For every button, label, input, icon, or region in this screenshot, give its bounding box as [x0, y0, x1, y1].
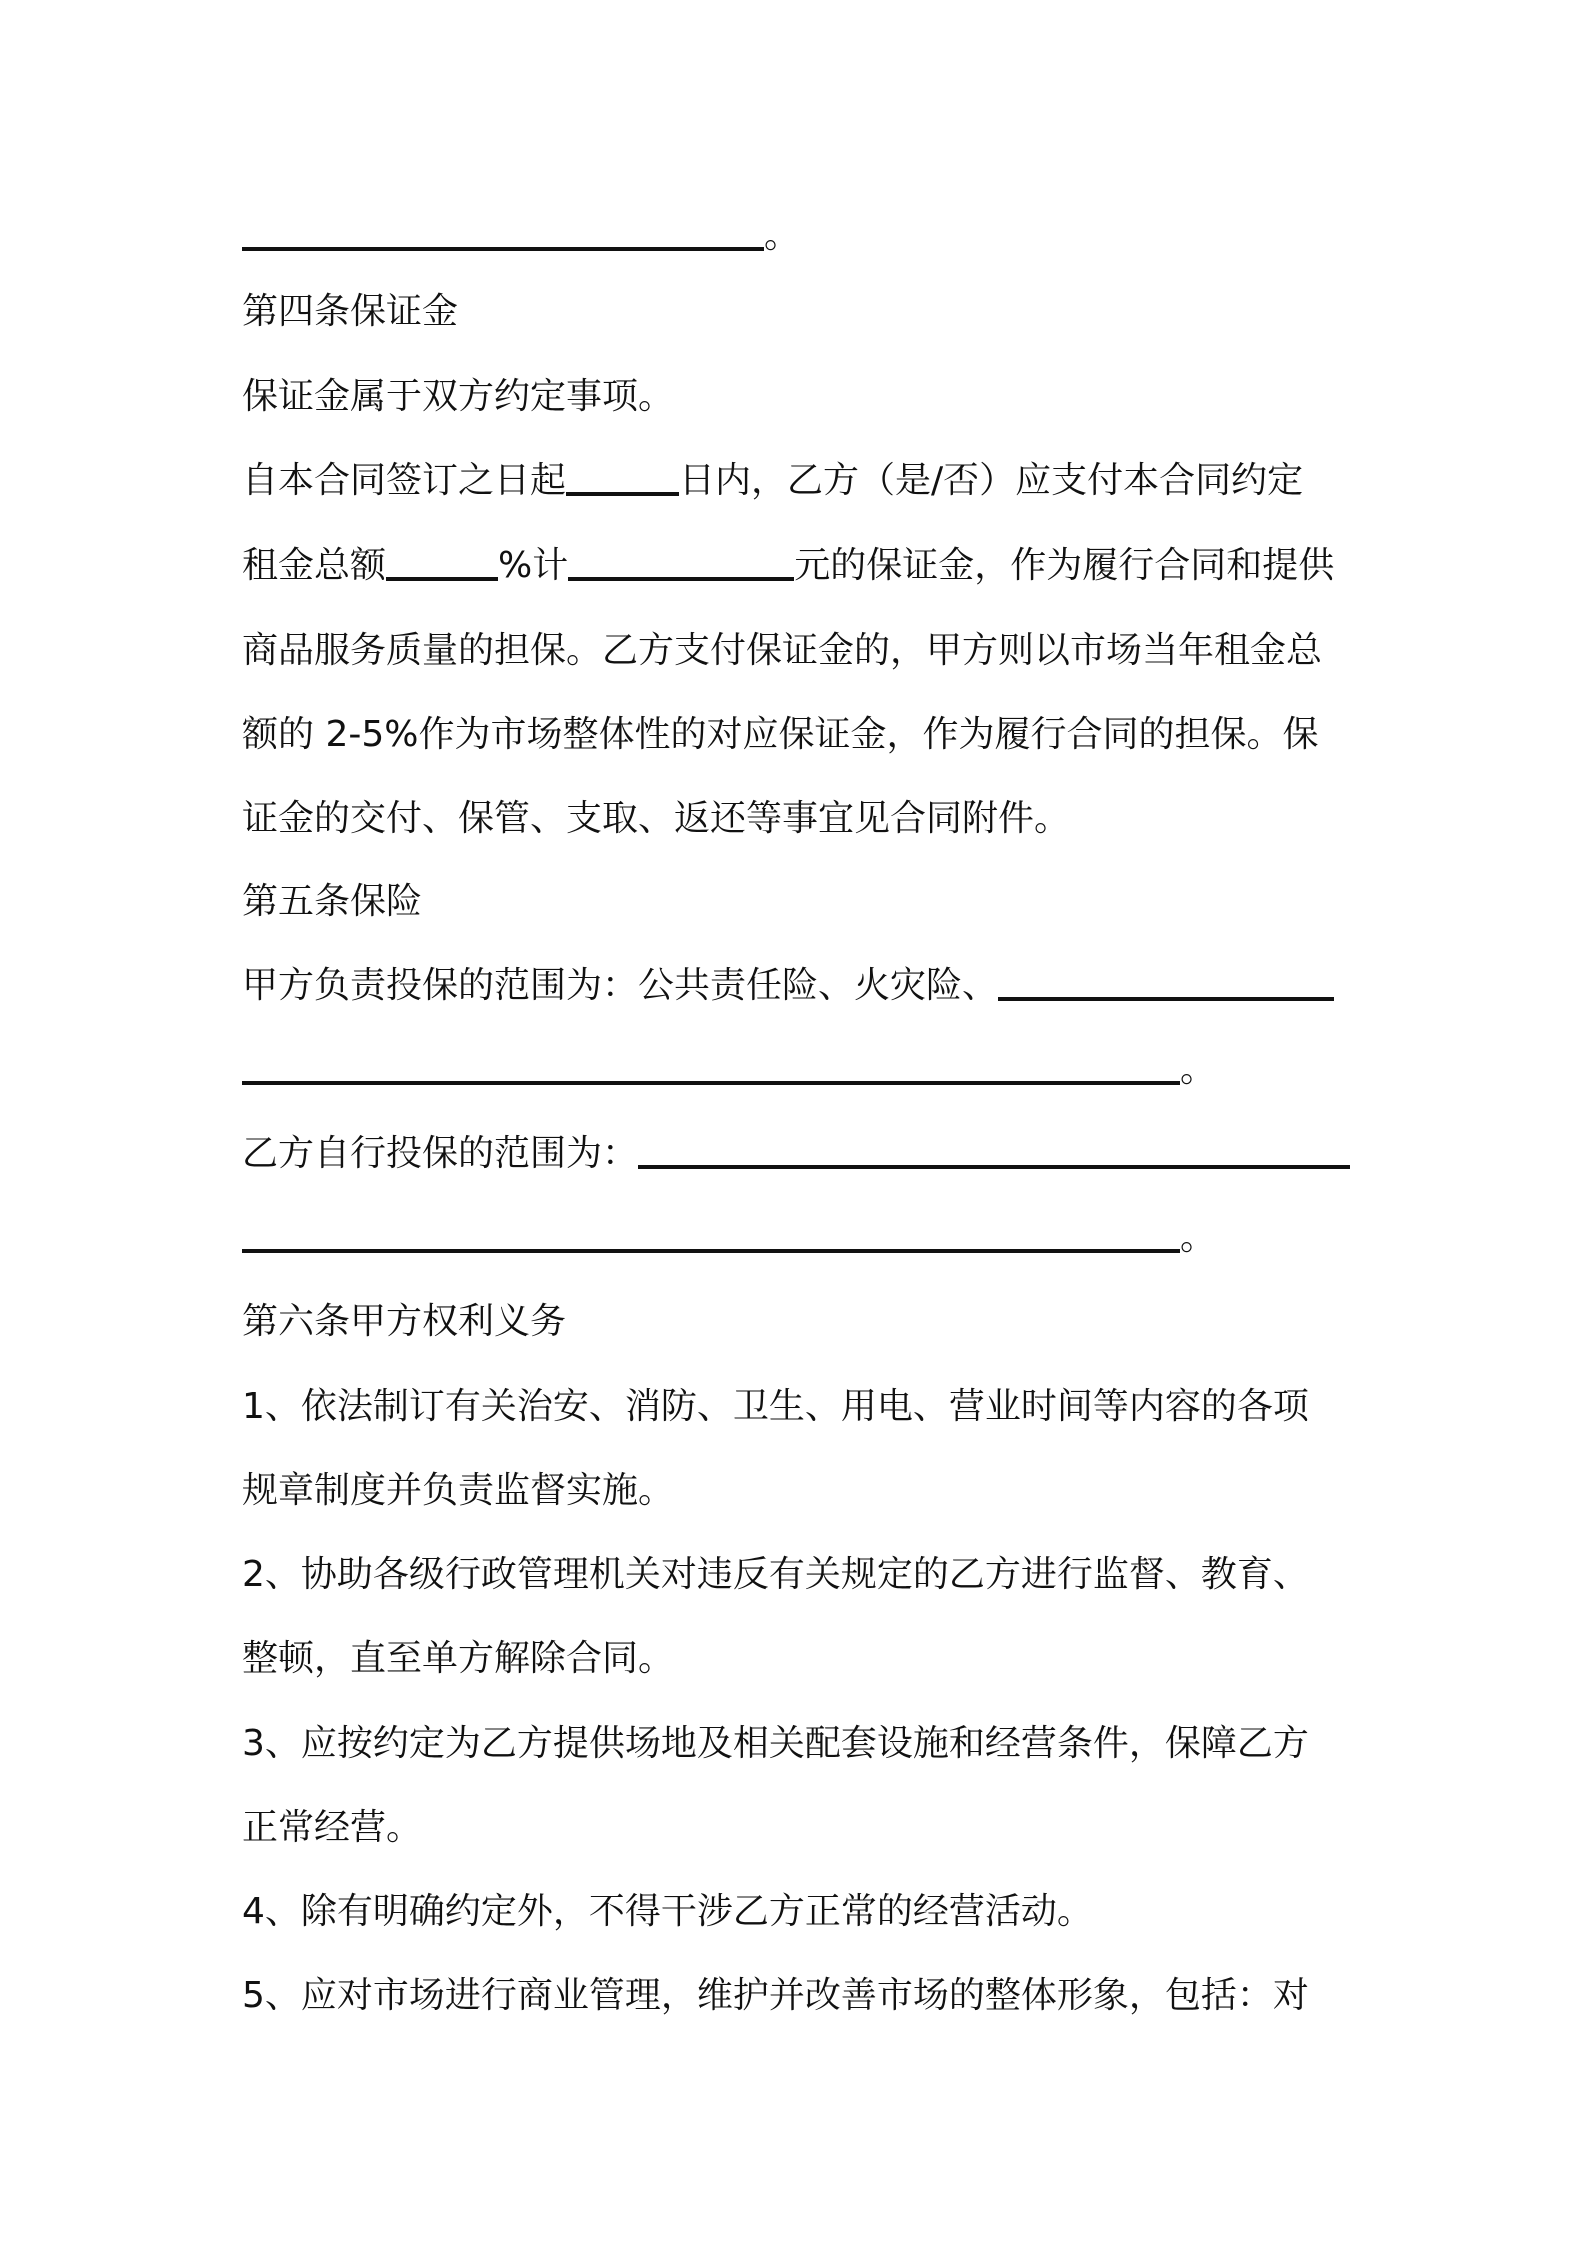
- list-item-continued: 规章制度并负责监督实施。: [242, 1470, 675, 1511]
- section-heading-deposit: 第四条保证金: [242, 291, 459, 332]
- list-item-continued: 整顿，直至单方解除合同。: [242, 1638, 675, 1679]
- self-insurance-blank[interactable]: [638, 1165, 1350, 1169]
- text-segment: 租金总额: [242, 545, 387, 586]
- period: 。: [1180, 1217, 1217, 1258]
- insurance-blank[interactable]: [998, 997, 1334, 1001]
- continuation-line: [242, 1040, 1216, 1100]
- continuation-line: [242, 206, 800, 266]
- paragraph-text: 商品服务质量的担保。乙方支付保证金的，甲方则以市场当年租金总: [242, 630, 1323, 671]
- section-heading-party-a: 第六条甲方权利义务: [242, 1301, 567, 1342]
- paragraph-line: [242, 451, 1303, 511]
- amount-blank[interactable]: [568, 577, 794, 581]
- period: 。: [1180, 1049, 1217, 1090]
- list-item: 4、除有明确约定外，不得干涉乙方正常的经营活动。: [242, 1891, 1093, 1932]
- self-insurance-blank-continued[interactable]: [242, 1249, 1180, 1253]
- continuation-line: [242, 1208, 1216, 1268]
- text-segment: 元的保证金，作为履行合同和提供: [794, 545, 1335, 586]
- blank-underline[interactable]: [242, 247, 764, 251]
- list-item-continued: 正常经营。: [242, 1807, 423, 1848]
- text-segment: 甲方负责投保的范围为：公共责任险、火灾险、: [242, 965, 999, 1006]
- list-item: 3、应按约定为乙方提供场地及相关配套设施和经营条件，保障乙方: [242, 1723, 1309, 1764]
- list-item: 5、应对市场进行商业管理，维护并改善市场的整体形象，包括：对: [242, 1975, 1309, 2016]
- paragraph-text: 额的 2-5%作为市场整体性的对应保证金，作为履行合同的担保。保: [242, 714, 1319, 755]
- paragraph-line: [242, 536, 1334, 596]
- text-segment: %计: [498, 545, 569, 586]
- text-segment: 自本合同签订之日起: [242, 460, 567, 501]
- text-segment: 日内，乙方（是/否）应支付本合同约定: [679, 460, 1304, 501]
- days-blank[interactable]: [566, 492, 679, 496]
- text-segment: 乙方自行投保的范围为：: [242, 1133, 639, 1174]
- section-heading-insurance: 第五条保险: [242, 881, 423, 922]
- paragraph-line: [242, 1124, 1350, 1184]
- insurance-blank-continued[interactable]: [242, 1081, 1180, 1085]
- percent-blank[interactable]: [386, 577, 498, 581]
- period: 。: [764, 215, 801, 256]
- paragraph-line: [242, 956, 1334, 1016]
- list-item: 1、依法制订有关治安、消防、卫生、用电、营业时间等内容的各项: [242, 1386, 1309, 1427]
- paragraph-text: 证金的交付、保管、支取、返还等事宜见合同附件。: [242, 798, 1071, 839]
- paragraph-text: 保证金属于双方约定事项。: [242, 376, 675, 417]
- list-item: 2、协助各级行政管理机关对违反有关规定的乙方进行监督、教育、: [242, 1554, 1309, 1595]
